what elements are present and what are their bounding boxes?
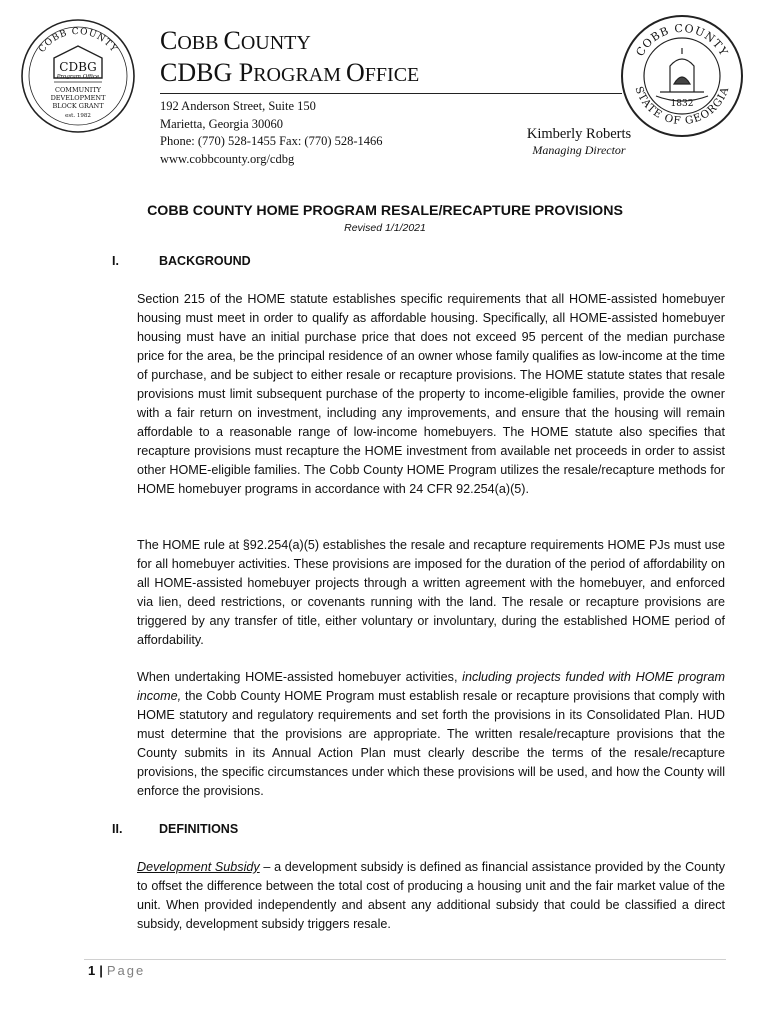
seal-line1: COMMUNITY bbox=[55, 86, 101, 94]
office-address bbox=[160, 98, 383, 168]
page-footer bbox=[88, 963, 145, 978]
section-1-title: BACKGROUND bbox=[159, 254, 251, 268]
page-label: Page bbox=[106, 963, 146, 978]
seal-line2: DEVELOPMENT bbox=[50, 94, 106, 102]
cobb-county-seal-logo bbox=[620, 14, 744, 138]
background-paragraph-1: Section 215 of the HOME statute establishes specific requirements that all HOME-assisted homebuyer housing must meet in order to qualify as affordable housing. Specifically, all HOME-assisted homebuyer housing must have an initial purchase price that does not exceed 95 percent of the median purchase price for the area, be the principal residence of an owner whose family qualifies as low-income at the time of purchase, and be subject to either resale or recapture provisions. The HOME statute states that resale provisions must limit subsequent purchase of the property to income-eligible families, provide the owner with a fair return on investment, including any improvements, and ensure that the housing will remain affordable to a reasonable range of low-income homebuyers. The HOME statute also specifies that recapture provisions must recapture the HOME investment from available net proceeds in order to assist other HOME-eligible families. The Cobb County HOME Program utilizes the resale/recapture methods for HOME homebuyer programs in accordance with 24 CFR 92.254(a)(5). bbox=[137, 292, 725, 496]
office-title bbox=[160, 26, 419, 90]
county-seal-top-text: COBB COUNTY bbox=[633, 21, 731, 59]
definition-development-subsidy: Development Subsidy – a development subsidy is defined as financial assistance provided by the County to offset the difference between the total cost of producing a housing unit and the fair market value of the unit. When provided independently and absent any additional subsidy that could be classified a direct subsidy, development subsidy triggers resale. bbox=[137, 860, 725, 931]
section-1-number: I. bbox=[112, 254, 119, 268]
address-website: www.cobbcounty.org/cdbg bbox=[160, 151, 295, 166]
cdbg-seal-logo bbox=[20, 18, 136, 134]
seal-sub-text: Program Office bbox=[56, 74, 100, 80]
revision-date: Revised 1/1/2021 bbox=[344, 222, 426, 234]
background-paragraph-2: The HOME rule at §92.254(a)(5) establishes the resale and recapture requirements HOME PJs must use for all homebuyer activities. These provisions are imposed for the duration of the period of affordability on all HOME-assisted homebuyer projects through a written agreement with the homebuyer, and enforced via lien, deed restrictions, or covenants running with the land. The resale or recapture provisions are triggered by any transfer of title, either voluntary or involuntary, during the established HOME period of affordability. bbox=[137, 538, 725, 647]
seal-est: est. 1982 bbox=[65, 113, 91, 119]
document-title: COBB COUNTY HOME PROGRAM RESALE/RECAPTURE PROVISIONS bbox=[147, 203, 623, 219]
seal-line3: BLOCK GRANT bbox=[52, 102, 104, 110]
office-title-line1: COBB COUNTY bbox=[160, 26, 311, 55]
county-seal-year: 1832 bbox=[670, 99, 694, 109]
county-seal-bottom-text: STATE OF GEORGIA bbox=[632, 84, 732, 128]
address-city: Marietta, Georgia 30060 bbox=[160, 116, 283, 131]
bell-tower-icon bbox=[656, 48, 708, 101]
seal-ring-text: COBB COUNTY bbox=[37, 26, 119, 55]
director-role: Managing Director bbox=[532, 143, 626, 157]
defined-term: Development Subsidy bbox=[137, 860, 260, 874]
program-income-emphasis: including projects funded with HOME program income, bbox=[137, 670, 725, 703]
svg-text:COBB COUNTY bbox=[37, 27, 119, 55]
footer-separator: | bbox=[99, 963, 103, 978]
letterhead-divider bbox=[160, 93, 622, 94]
director-name: Kimberly Roberts bbox=[526, 126, 632, 142]
background-paragraph-3: When undertaking HOME-assisted homebuyer activities, including projects funded with HOME program income, the Cobb County HOME Program must establish resale or recapture provisions that comply with HOME statutory and regulatory requirements and set forth the provisions in its Consolidated Plan. HUD must determine that the provisions are appropriate. The written resale/recapture provisions that the County submits in its Annual Action Plan must clearly describe the terms of the resale/recapture provisions, the specific circumstances under which these provisions will be used, and how the County will enforce the provisions. bbox=[137, 670, 725, 798]
address-phone-fax: Phone: (770) 528-1455 Fax: (770) 528-1466 bbox=[160, 134, 383, 148]
address-street: 192 Anderson Street, Suite 150 bbox=[160, 99, 316, 113]
footer-divider bbox=[84, 959, 726, 960]
section-2-number: II. bbox=[112, 822, 123, 836]
seal-center-text: CDBG bbox=[59, 60, 97, 74]
page-number: 1 bbox=[88, 963, 96, 978]
office-title-line2: CDBG PROGRAM OFFICE bbox=[160, 58, 420, 87]
section-2-title: DEFINITIONS bbox=[159, 822, 239, 836]
